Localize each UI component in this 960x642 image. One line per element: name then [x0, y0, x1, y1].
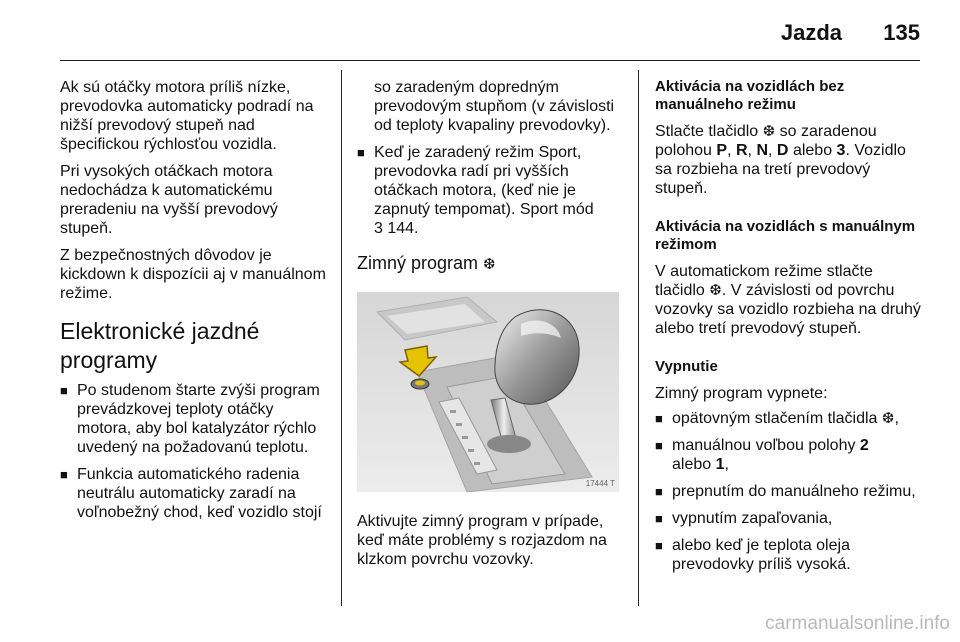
gear-d: D	[776, 142, 789, 159]
reference-page: 144.	[387, 220, 419, 237]
column-1	[60, 78, 328, 530]
section-title: Jazda	[780, 20, 842, 45]
heading-winter-program	[357, 252, 625, 276]
header-rule	[60, 60, 920, 61]
snowflake-icon: ❆	[709, 282, 722, 299]
list-item: ■ prepnutím do manuálneho režimu,	[655, 482, 923, 501]
figure-caption: Aktivujte zimný program v prípade, keď máte problémy s rozjazdom na klzkom povrchu vozovky.	[357, 513, 607, 568]
text: alebo	[672, 456, 712, 473]
paragraph: Ak sú otáčky motora príliš nízke, prevodovka automaticky podradí na nižší prevodový stupeň nad špecifickou rýchlosťou vozidla.	[60, 79, 314, 153]
text: ,	[894, 410, 899, 427]
subheading-switch-off: Vypnutie	[655, 358, 718, 375]
snowflake-icon: ❆	[483, 256, 496, 273]
bullet-list	[357, 143, 625, 238]
subheading-no-manual-mode: Aktivácia na vozidlách bez manuálneho režimu	[655, 78, 845, 113]
gear-3: 3	[836, 142, 846, 159]
text: manuálnou voľbou polohy	[672, 437, 856, 454]
page-header	[60, 0, 920, 60]
text: V automatickom režime stlačte tlačidlo	[655, 263, 873, 299]
sport-mode-text: Keď je zaradený režim Sport, prevodovka radí pri vyšších otáčkach motora, (keď nie je zapnutý tempomat). Sport mód	[374, 144, 594, 218]
text: . Vozidlo sa rozbieha na tretí prevodový stupeň.	[655, 142, 906, 197]
column-divider	[341, 70, 342, 606]
gear-r: R	[735, 142, 748, 159]
paragraph: Pri vysokých otáčkach motora nedochádza k automatickému preradeniu na vyšší prevodový stupeň.	[60, 163, 278, 237]
paragraph-continued: so zaradeným dopredným prevodovým stupňom (v závislosti od teploty kvapaliny prevodovky).	[374, 79, 615, 134]
paragraph	[655, 262, 923, 338]
gear-2: 2	[859, 437, 869, 454]
text: ,	[724, 456, 729, 473]
text: ,	[727, 142, 732, 159]
text: ,	[747, 142, 752, 159]
bullet-list	[655, 409, 923, 574]
gear-n: N	[756, 142, 769, 159]
heading-electronic-programs: Elektronické jazdné programy	[60, 318, 260, 373]
gear-p: P	[716, 142, 728, 159]
text: Stlačte tlačidlo	[655, 123, 759, 140]
heading-text: Zimný program	[357, 253, 479, 273]
text: . V závislosti od povrchu vozovky sa vozidlo rozbieha na druhý alebo tretí prevodový stupeň.	[655, 282, 921, 337]
gear-selector-illustration	[357, 292, 619, 492]
list-item: ■ Funkcia automatického radenia neutrálu automaticky zaradí na voľnobežný chod, keď vozidlo stojí	[60, 465, 328, 522]
list-item: ■ alebo keď je teplota oleja prevodovky príliš vysoká.	[655, 536, 923, 574]
paragraph	[655, 122, 923, 198]
bullet-list	[60, 381, 328, 522]
gear-selector-figure	[357, 292, 619, 492]
reference-arrow-icon: 3	[374, 220, 383, 237]
snowflake-icon: ❆	[881, 410, 895, 427]
text: ,	[768, 142, 773, 159]
column-2	[357, 78, 625, 577]
watermark: carmanualsonline.info	[765, 613, 950, 634]
gear-1: 1	[715, 456, 725, 473]
subheading-manual-mode: Aktivácia na vozidlách s manuálnym režimom	[655, 218, 916, 253]
page-number: 135	[883, 20, 920, 45]
list-item: ■ Po studenom štarte zvýši program prevádzkovej teploty otáčky motora, aby bol katalyzátor rýchlo uvedený na požadovanú teplotu.	[60, 381, 328, 457]
snowflake-icon: ❆	[762, 123, 776, 140]
column-divider	[638, 70, 639, 606]
cross-reference[interactable]	[374, 220, 419, 237]
text: alebo	[792, 142, 833, 159]
list-item	[655, 409, 923, 428]
list-item	[655, 436, 923, 474]
figure-label: 17444 T	[585, 479, 615, 488]
text: so zaradenou polohou	[655, 123, 877, 159]
paragraph: Zimný program vypnete:	[655, 385, 828, 402]
list-item	[357, 143, 625, 238]
text: opätovným stlačením tlačidla	[672, 410, 878, 427]
list-item: ■ vypnutím zapaľovania,	[655, 509, 923, 528]
column-3	[655, 78, 923, 582]
paragraph: Z bezpečnostných dôvodov je kickdown k dispozícii aj v manuálnom režime.	[60, 247, 326, 302]
